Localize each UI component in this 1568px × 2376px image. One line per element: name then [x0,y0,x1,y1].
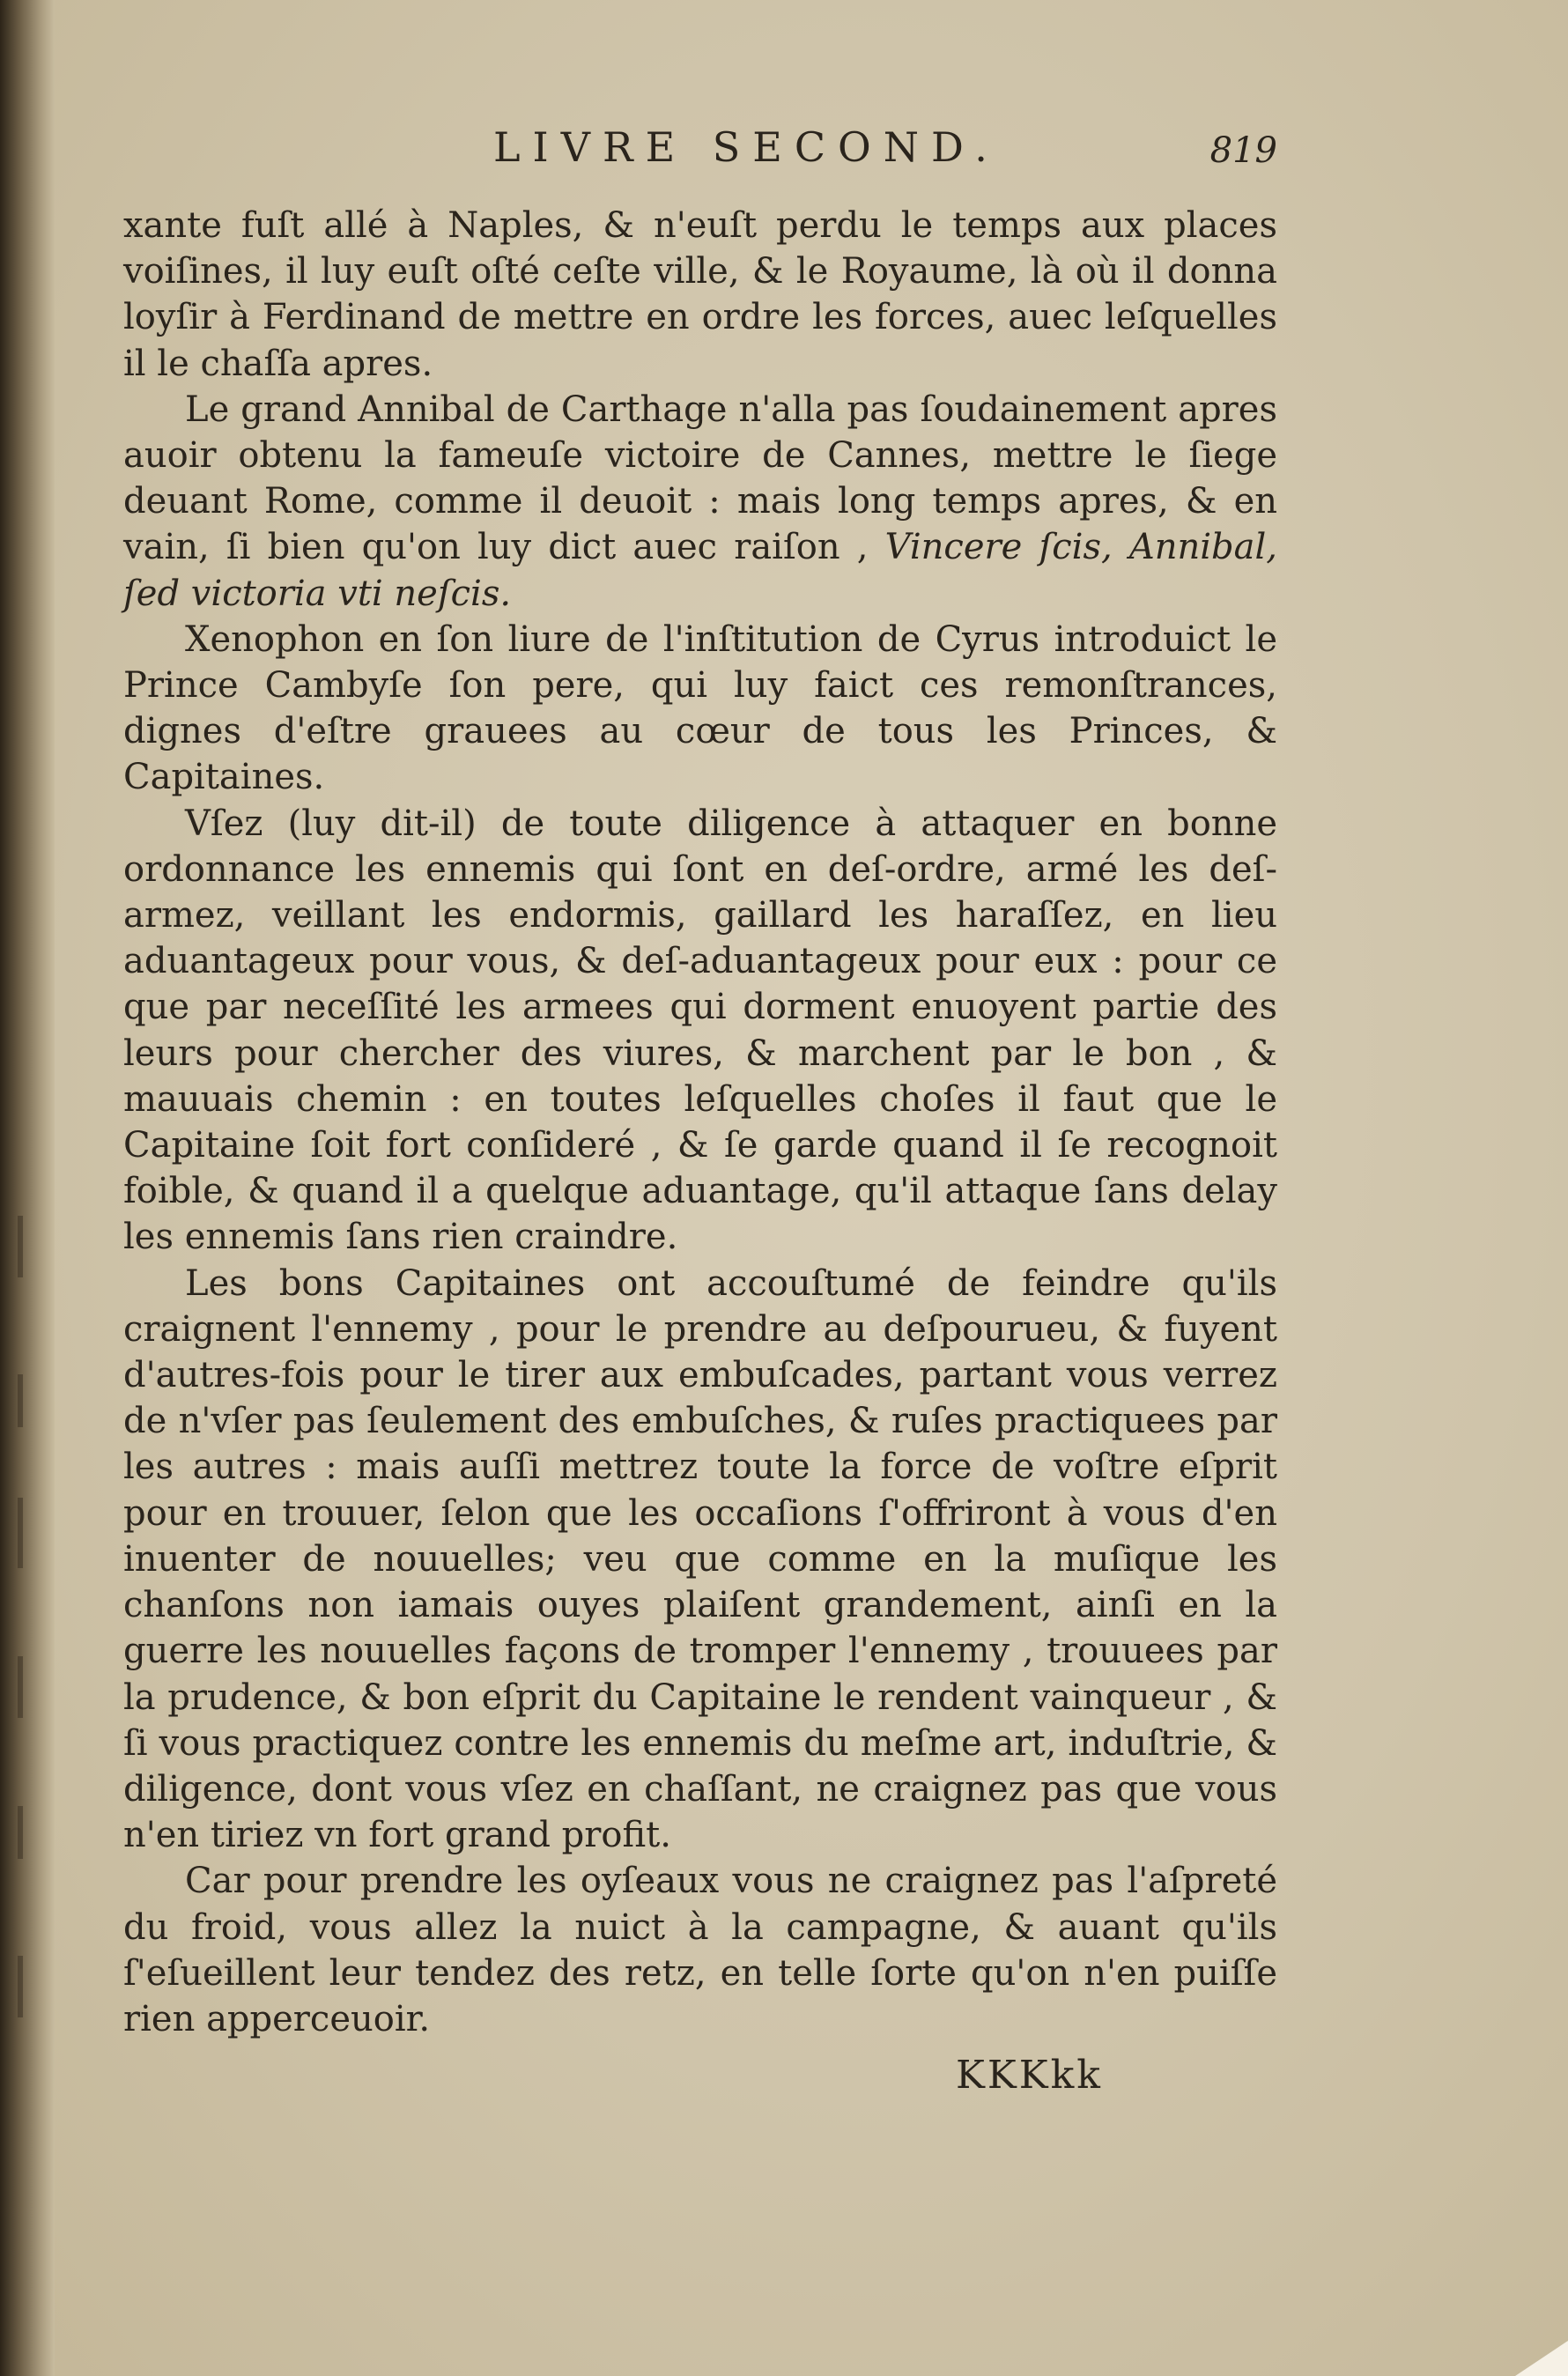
paragraph-5: Les bons Capitaines ont accouſtumé de feindre qu'ils craignent l'ennemy , pour le prendre au deſpourueu, & fuyent d'autres-fois pour le tirer aux embuſcades, partant vous verrez de n'vſer pas ſeulement des embuſches, & ruſes practiquees par les autres : mais auſſi mettrez toute la force de voſtre eſprit pour en trouuer, ſelon que les occaſions ſ'offriront à vous d'en inuenter de nouuelles; veu que comme en la muſique les chanſons non iamais ouyes plaiſent grandement, ainſi en la guerre les nouuelles façons de tromper l'ennemy , trouuees par la prudence, & bon eſprit du Capitaine le rendent vainqueur , & ſi vous practiquez contre les ennemis du meſme art, induſtrie, & diligence, dont vous vſez en chaſſant, ne craignez pas que vous n'en tiriez vn fort grand profit. [123,1262,1277,1856]
latin-quote: Vincere ſcis, Annibal, ſed victoria vti neſcis. [123,527,1278,614]
book-page [123,123,1277,2098]
paragraph-4: Vſez (luy dit-il) de toute diligence à attaquer en bonne ordonnance les ennemis qui ſont en deſ-ordre, armé les deſ-armez, veillant les endormis, gaillard les haraſſez, en lieu aduantageux pour vous, & deſ-aduantageux pour eux : pour ce que par neceſſité les armees qui dorment enuoyent partie des leurs pour chercher des viures, & marchent par le bon , & mauuais chemin : en toutes leſquelles choſes il faut que le Capitaine ſoit fort conſideré , & ſe garde quand il ſe recognoit foible, & quand il a quelque aduantage, qu'il attaque ſans delay les ennemis ſans rien craindre. [123,803,1277,1258]
page-number: 819 [1209,130,1277,171]
running-title: LIVRE SECOND. [493,123,1000,171]
paragraph-2-text: Le grand Annibal de Carthage n'alla pas ſoudainement apres auoir obtenu la fameuſe victoire de Cannes, mettre le ſiege deuant Rome, comme il deuoit : mais long temps apres, & en vain, ſi bien qu'on luy dict auec raiſon , [123,389,1277,568]
book-binding-edge [0,0,55,2376]
body-text [123,203,1277,2042]
running-header [123,123,1277,203]
torn-corner [1515,2341,1568,2376]
signature-mark: KKKkk [956,2053,1103,2098]
paragraph-6: Car pour prendre les oyſeaux vous ne craignez pas l'aſpreté du froid, vous allez la nuict à la campagne, & auant qu'ils ſ'eſueillent leur tendez des retz, en telle ſorte qu'on n'en puiſſe rien apperceuoir. [123,1861,1277,2039]
paragraph-1: xante fuſt allé à Naples, & n'euſt perdu le temps aux places voiſines, il luy euſt oſté ceſte ville, & le Royaume, là où il donna loyſir à Ferdinand de mettre en ordre les forces, auec leſquelles il le chaſſa apres. [123,205,1277,384]
paragraph-3: Xenophon en ſon liure de l'inſtitution de Cyrus introduict le Prince Cambyſe ſon pere, qui luy faict ces remonſtrances, dignes d'eſtre grauees au cœur de tous les Princes, & Capitaines. [123,618,1277,798]
paragraph-2 [123,387,1277,617]
